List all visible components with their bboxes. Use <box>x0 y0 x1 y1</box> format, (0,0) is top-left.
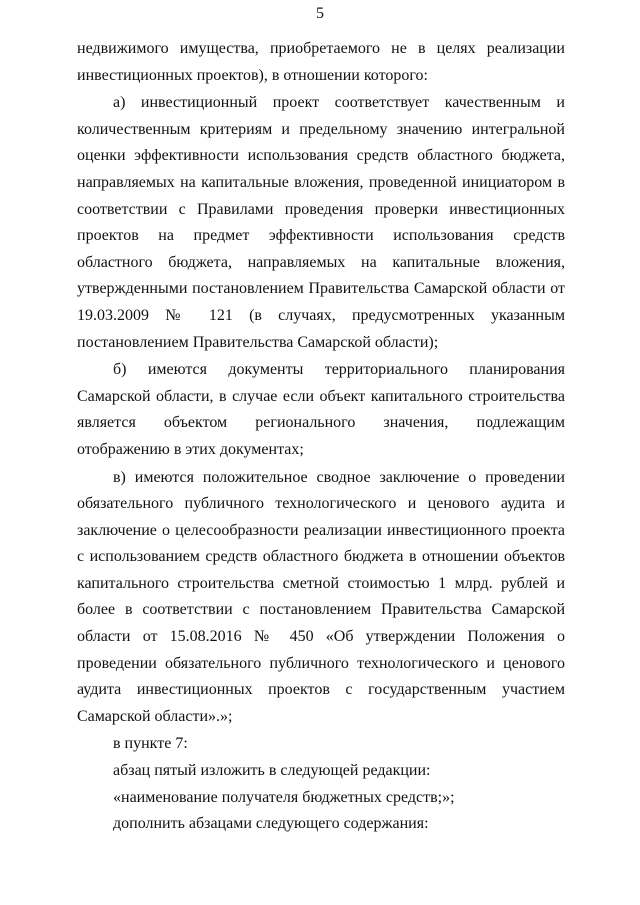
paragraph-recipient-name: «наименование получателя бюджетных средств;»; <box>113 788 455 806</box>
paragraph-supplement: дополнить абзацами следующего содержания: <box>113 815 429 833</box>
page-number: 5 <box>316 5 324 22</box>
paragraph-item-b: б) имеются документы территориального планирования Самарской области, в случае если объект капитального строительства является объектом регионального значения, подлежащим отображению в этих документах; <box>77 361 565 458</box>
paragraph-fifth-abzac: абзац пятый изложить в следующей редакции: <box>113 762 431 780</box>
paragraph-item-v: в) имеются положительное сводное заключение о проведении обязательного публичного технологического и ценового аудита и заключение о целесообразности реализации инвестиционного проекта с использованием средств областного бюджета в отношении объектов капитального строительства сметной стоимостью 1 млрд. рублей и более в соответствии с постановлением Правительства Самарской области от 15.08.2016 № 450 «Об утверждении Положения о проведении обязательного публичного технологического и ценового аудита инвестиционных проектов с государственным участием Самарской области».»; <box>77 468 565 725</box>
paragraph-continuation: недвижимого имущества, приобретаемого не в целях реализации инвестиционных проектов), в отношении которого: <box>77 40 565 84</box>
paragraph-point-7: в пункте 7: <box>113 735 188 753</box>
paragraph-item-a: а) инвестиционный проект соответствует качественным и количественным критериям и предельному значению интегральной оценки эффективности использования средств областного бюджета, направляемых на капитальные вложения, проведенной инициатором в соответствии с Правилами проведения проверки инвестиционных проектов на предмет эффективности использования средств областного бюджета, направляемых на капитальные вложения, утвержденными постановлением Правительства Самарской области от 19.03.2009 № 121 (в случаях, предусмотренных указанным постановлением Правительства Самарской области); <box>77 94 565 351</box>
document-body <box>77 36 565 838</box>
